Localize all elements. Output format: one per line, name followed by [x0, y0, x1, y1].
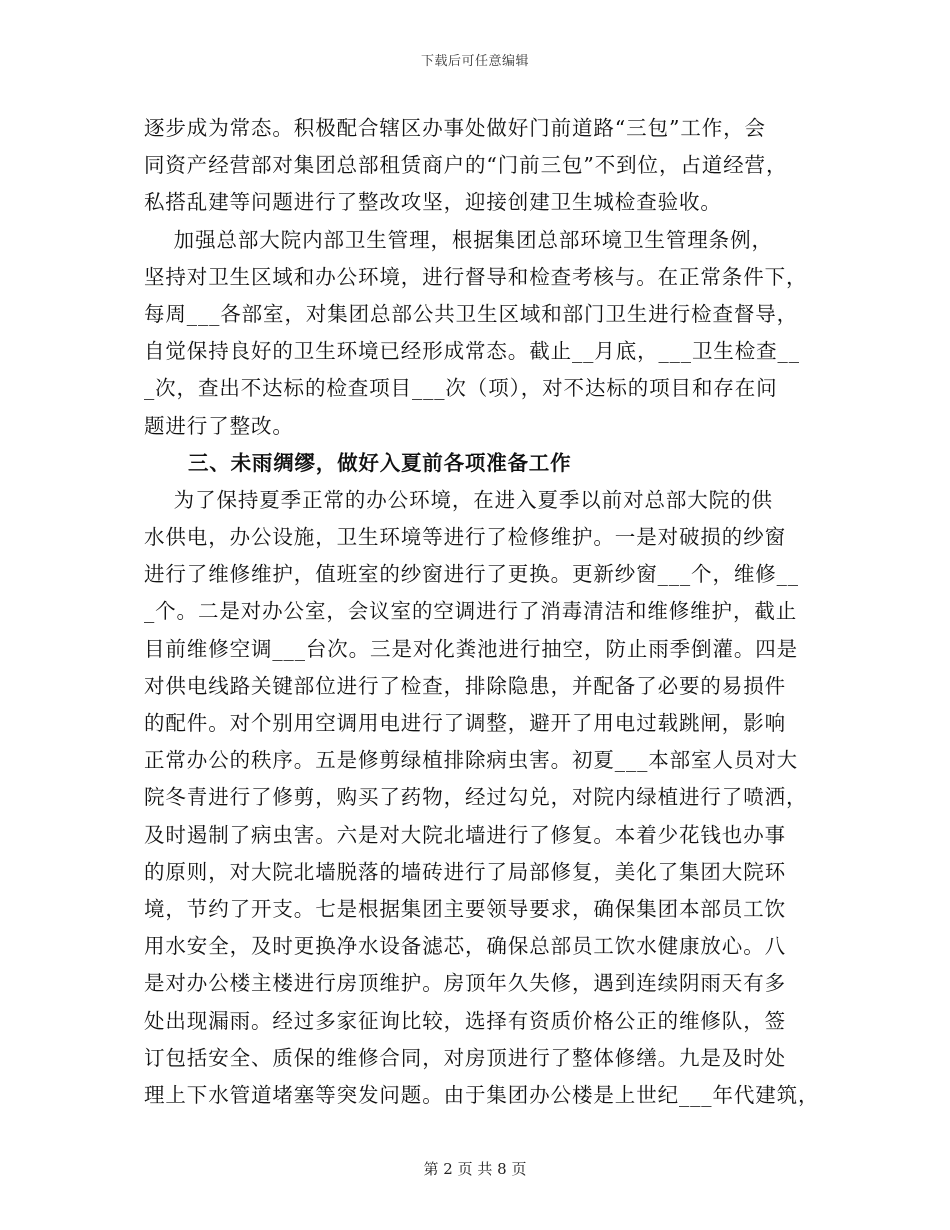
- body-line: 进行了维修维护，值班室的纱窗进行了更换。更新纱窗___个，维修__: [144, 562, 799, 587]
- body-line: 目前维修空调___台次。三是对化粪池进行抽空，防止雨季倒灌。四是: [144, 636, 799, 661]
- body-line: 题进行了整改。: [144, 413, 294, 438]
- body-line: 及时遏制了病虫害。六是对大院北墙进行了修复。本着少花钱也办事: [144, 822, 786, 847]
- body-line: 是对办公楼主楼进行房顶维护。房顶年久失修，遇到连续阴雨天有多: [144, 971, 786, 996]
- body-line: 坚持对卫生区域和办公环境，进行督导和检查考核与。在正常条件下，: [144, 264, 808, 289]
- body-line: 为了保持夏季正常的办公环境，在进入夏季以前对总部大院的供: [144, 487, 773, 512]
- body-line: 订包括安全、质保的维修合同，对房顶进行了整体修缮。九是及时处: [144, 1045, 786, 1070]
- body-line: 的原则，对大院北墙脱落的墙砖进行了局部修复，美化了集团大院环: [144, 859, 786, 884]
- body-line: 院冬青进行了修剪，购买了药物，经过勾兑，对院内绿植进行了喷洒，: [144, 785, 808, 810]
- body-line: _次，查出不达标的检查项目___次（项），对不达标的项目和存在问: [144, 376, 778, 401]
- page-header-note: 下载后可任意编辑: [420, 54, 529, 69]
- body-line: 私搭乱建等问题进行了整改攻坚，迎接创建卫生城检查验收。: [144, 190, 722, 215]
- body-line: 正常办公的秩序。五是修剪绿植排除病虫害。初夏___本部室人员对大: [144, 748, 799, 773]
- body-line: 的配件。对个别用空调用电进行了调整，避开了用电过载跳闸，影响: [144, 711, 786, 735]
- document-body: [144, 110, 824, 1114]
- body-line: 对供电线路关键部位进行了检查，排除隐患，并配备了必要的易损件: [144, 673, 786, 698]
- body-line: 每周___各部室，对集团总部公共卫生区域和部门卫生进行检查督导，: [144, 301, 799, 326]
- body-line: 同资产经营部对集团总部租赁商户的“门前三包”不到位，占道经营，: [144, 153, 788, 178]
- body-line: 加强总部大院内部卫生管理，根据集团总部环境卫生管理条例，: [144, 227, 773, 252]
- body-line: 理上下水管道堵塞等突发问题。由于集团办公楼是上世纪___年代建筑，: [144, 1082, 820, 1107]
- body-line: 逐步成为常态。积极配合辖区办事处做好门前道路“三包”工作，会: [144, 116, 766, 140]
- body-line: 境，节约了开支。七是根据集团主要领导要求，确保集团本部员工饮: [144, 896, 786, 921]
- body-line: 处出现漏雨。经过多家征询比较，选择有资质价格公正的维修队，签: [144, 1008, 786, 1033]
- page-number: 第 2 页 共 8 页: [423, 1160, 527, 1178]
- body-line: _个。二是对办公室，会议室的空调进行了消毒清洁和维修维护，截止: [144, 599, 798, 624]
- section-heading: 三、未雨绸缪，做好入夏前各项准备工作: [188, 450, 572, 475]
- body-line: 用水安全，及时更换净水设备滤芯，确保总部员工饮水健康放心。八: [144, 934, 786, 959]
- body-line: 自觉保持良好的卫生环境已经形成常态。截止__月底，___卫生检查__: [144, 339, 800, 364]
- body-line: 水供电，办公设施，卫生环境等进行了检修维护。一是对破损的纱窗: [144, 525, 786, 550]
